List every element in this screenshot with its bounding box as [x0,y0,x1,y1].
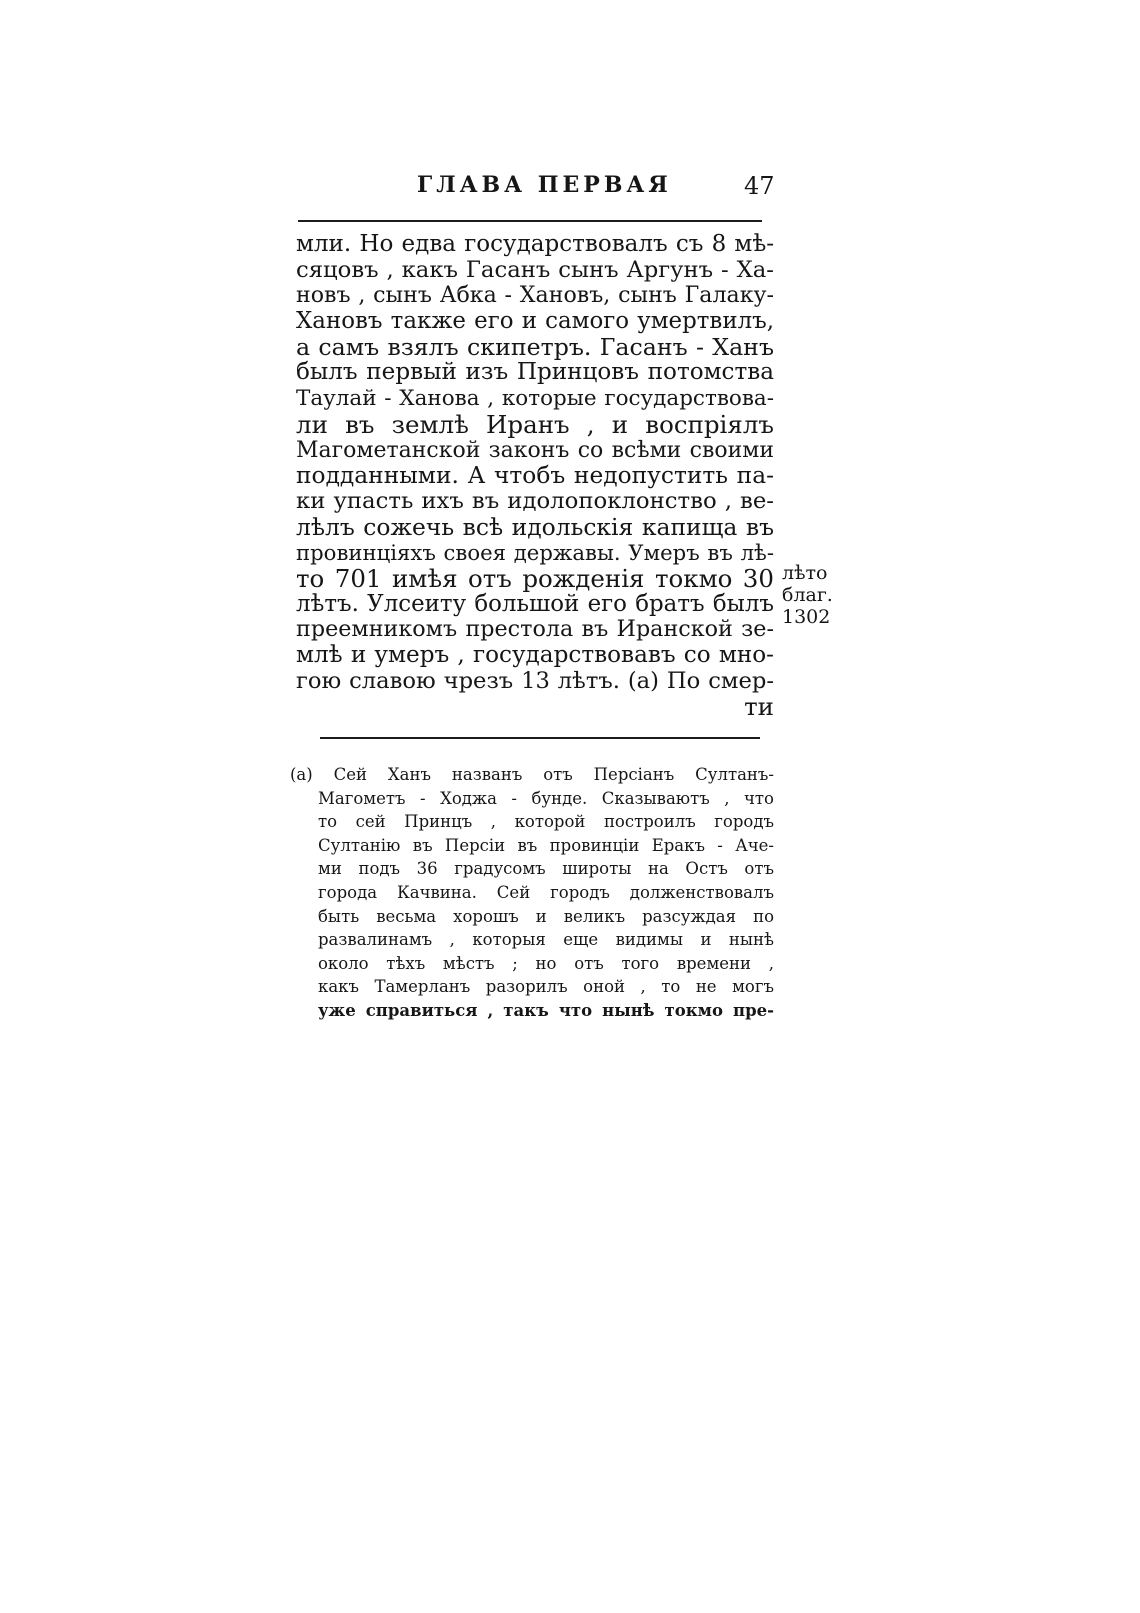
text-line: сяцовъ , какъ Гасанъ сынъ Аргунъ - Ха- [296,256,774,283]
footnote-line: города Качвина. Сей городъ долженствовалъ [318,882,774,902]
text-line: гою славою чрезъ 13 лѣтъ. (а) По смер- [296,667,774,694]
margin-note-line: 1302 [782,606,831,628]
footnote-line: развалинамъ , которыя еще видимы и нынѣ [318,930,774,950]
main-text [296,232,774,720]
footnote-line: уже справиться , такъ что нынѣ токмо пре- [318,1000,774,1020]
text-line: лѣтъ. Улсеиту большой его братъ былъ [296,590,774,617]
header-rule [298,220,762,222]
footnote-rule [320,737,760,739]
catchword: ти [744,692,774,722]
footnote-line: (а) Сей Ханъ названъ отъ Персіанъ Султанъ- [290,765,774,784]
footnote-line: ми подъ 36 градусомъ широты на Остъ отъ [318,859,774,879]
text-line: ли въ землѣ Иранъ , и воспріялъ [296,409,774,439]
text-line: провинціяхъ своея державы. Умеръ въ лѣ- [296,540,774,566]
text-line: новъ , сынъ Абка - Хановъ, сынъ Галаку- [296,282,774,309]
footnote-line: то сей Принцъ , которой построилъ городъ [318,812,774,832]
text-line: лѣлъ сожечь всѣ идольскія капища въ [296,512,774,541]
text-line: то 701 имѣя отъ рожденія токмо 30 [296,563,774,593]
text-line: Магометанской законъ со всѣми своими [296,437,774,463]
page-number: 47 [744,172,775,200]
footnote [290,763,774,1023]
text-line: ки упасть ихъ въ идолопоклонство , ве- [296,487,774,514]
text-line: Таулай - Ханова , которые государствова- [296,386,774,412]
text-line: мли. Но едва государствовалъ съ 8 мѣ- [296,231,774,257]
footnote-line: Магометъ - Ходжа - бунде. Сказываютъ , что [318,788,774,808]
margin-note-line: благ. [782,584,833,606]
margin-note-line: лѣто [782,562,828,584]
footnote-line: какъ Тамерланъ разорилъ оной , то не могъ [318,977,774,997]
text-line: а самъ взялъ скипетръ. Гасанъ - Ханъ [296,332,774,361]
text-line: былъ первый изъ Принцовъ потомства [296,359,774,386]
text-line: подданными. А чтобъ недопустить па- [296,462,774,490]
margin-note [782,562,833,628]
footnote-line: быть весьма хорошъ и великъ разсуждая по [318,906,774,926]
footnote-line: около тѣхъ мѣстъ ; но отъ того времени , [318,953,774,973]
text-line: Хановъ также его и самого умертвилъ, [296,308,774,335]
text-line: млѣ и умеръ , государствовавъ со мно- [296,642,774,668]
footnote-line: Султанію въ Персіи въ провинціи Еракъ - Аче- [318,835,774,855]
running-head: ГЛАВА ПЕРВАЯ [417,172,672,198]
text-line: преемникомъ престола въ Иранской зе- [296,616,774,643]
